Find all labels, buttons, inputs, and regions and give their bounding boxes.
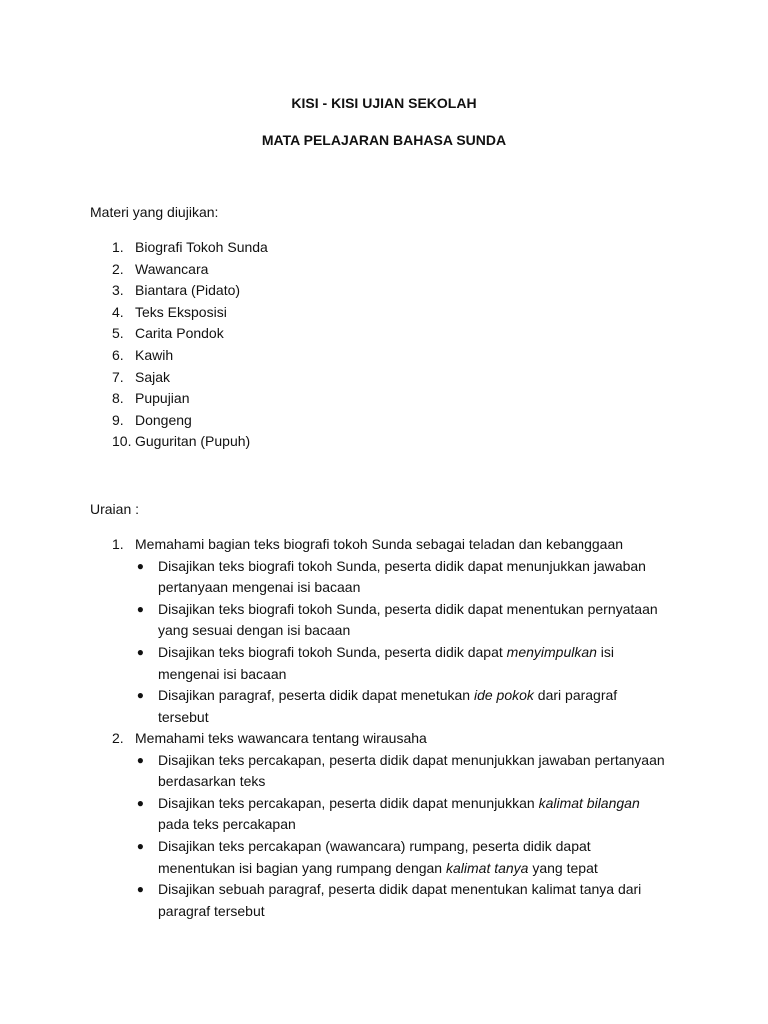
bullet-icon: ● bbox=[136, 752, 144, 767]
list-item bbox=[90, 410, 268, 432]
uraian-section bbox=[90, 728, 680, 922]
list-item bbox=[90, 323, 268, 345]
bullet-item bbox=[90, 599, 680, 642]
list-number: 1. bbox=[112, 239, 124, 255]
list-item bbox=[90, 237, 268, 259]
bullet-text: Disajikan teks biografi tokoh Sunda, peserta didik dapat bbox=[158, 643, 507, 660]
bullet-icon: ● bbox=[136, 558, 144, 573]
section-number: 2. bbox=[112, 730, 124, 746]
bullet-icon: ● bbox=[136, 795, 144, 810]
bullet-text-tail: dari paragraf tersebut bbox=[158, 687, 618, 725]
list-text: Pupujian bbox=[135, 390, 190, 407]
bullet-item bbox=[90, 793, 680, 836]
bullet-item bbox=[90, 750, 680, 793]
bullet-list bbox=[90, 556, 680, 729]
section-heading bbox=[90, 728, 680, 750]
bullet-icon: ● bbox=[136, 601, 144, 616]
list-item bbox=[90, 259, 268, 281]
document-subtitle: MATA PELAJARAN BAHASA SUNDA bbox=[261, 132, 507, 148]
materi-list bbox=[90, 237, 268, 453]
bullet-text: Disajikan teks biografi tokoh Sunda, peserta didik dapat menentukan pernyataan yang sesuai dengan isi bacaan bbox=[158, 600, 658, 639]
uraian-section bbox=[90, 534, 680, 728]
list-text: Dongeng bbox=[135, 411, 192, 428]
section-heading bbox=[90, 534, 680, 556]
list-item bbox=[90, 302, 268, 324]
list-text: Sajak bbox=[135, 368, 171, 385]
bullet-list bbox=[90, 750, 680, 923]
list-text: Biantara (Pidato) bbox=[135, 282, 241, 299]
bullet-text: Disajikan teks percakapan, peserta didik dapat menunjukkan jawaban pertanyaan berdasarkan teks bbox=[158, 751, 665, 790]
bullet-text: Disajikan teks percakapan (wawancara) rumpang, peserta didik dapat menentukan isi bagian yang rumpang dengan bbox=[158, 837, 591, 876]
list-number: 10. bbox=[112, 433, 132, 450]
list-number: 2. bbox=[112, 260, 124, 277]
list-number: 6. bbox=[112, 346, 124, 363]
bullet-item bbox=[90, 836, 680, 879]
bullet-icon: ● bbox=[136, 644, 144, 659]
list-text: Kawih bbox=[135, 346, 174, 363]
bullet-text: Disajikan teks biografi tokoh Sunda, peserta didik dapat menunjukkan jawaban pertanyaan mengenai isi bacaan bbox=[158, 557, 646, 596]
list-text: Guguritan (Pupuh) bbox=[135, 433, 251, 450]
section-title: Memahami teks wawancara tentang wirausaha bbox=[135, 730, 427, 746]
bullet-item bbox=[90, 685, 680, 728]
list-text: Carita Pondok bbox=[135, 325, 224, 342]
bullet-text: Disajikan teks percakapan, peserta didik dapat menunjukkan bbox=[158, 794, 539, 811]
bullet-icon: ● bbox=[136, 882, 144, 897]
list-number: 5. bbox=[112, 325, 124, 342]
document-title: KISI - KISI UJIAN SEKOLAH bbox=[291, 95, 477, 111]
list-number: 8. bbox=[112, 390, 124, 407]
bullet-icon: ● bbox=[136, 688, 144, 703]
list-number: 9. bbox=[112, 411, 124, 428]
bullet-emphasis: kalimat bilangan bbox=[538, 794, 640, 811]
bullet-text: Disajikan sebuah paragraf, peserta didik dapat menentukan kalimat tanya dari paragraf tersebut bbox=[158, 881, 642, 919]
list-number: 3. bbox=[112, 282, 124, 299]
bullet-emphasis: ide pokok bbox=[473, 687, 534, 704]
bullet-item bbox=[90, 556, 680, 599]
list-text: Biografi Tokoh Sunda bbox=[135, 239, 268, 255]
list-text: Wawancara bbox=[135, 260, 209, 277]
bullet-emphasis: kalimat tanya bbox=[445, 859, 529, 876]
list-text: Teks Eksposisi bbox=[135, 303, 227, 320]
bullet-item bbox=[90, 642, 680, 685]
list-item bbox=[90, 367, 268, 389]
bullet-text-tail: pada teks percakapan bbox=[158, 816, 296, 833]
bullet-icon: ● bbox=[136, 838, 144, 853]
list-item bbox=[90, 280, 268, 302]
list-item bbox=[90, 431, 268, 453]
list-number: 7. bbox=[112, 368, 124, 385]
list-number: 4. bbox=[112, 303, 124, 320]
bullet-item bbox=[90, 879, 680, 922]
section-title: Memahami bagian teks biografi tokoh Sunda sebagai teladan dan kebanggaan bbox=[135, 536, 624, 552]
bullet-emphasis: menyimpulkan bbox=[506, 643, 597, 660]
list-item bbox=[90, 345, 268, 367]
list-item bbox=[90, 388, 268, 410]
materi-label: Materi yang diujikan: bbox=[90, 204, 219, 220]
bullet-text-tail: yang tepat bbox=[528, 859, 598, 876]
uraian-label: Uraian : bbox=[90, 501, 140, 517]
bullet-text: Disajikan paragraf, peserta didik dapat menetukan bbox=[158, 687, 474, 704]
bullet-text-tail: isi mengenai isi bacaan bbox=[158, 643, 615, 682]
section-number: 1. bbox=[112, 536, 124, 552]
